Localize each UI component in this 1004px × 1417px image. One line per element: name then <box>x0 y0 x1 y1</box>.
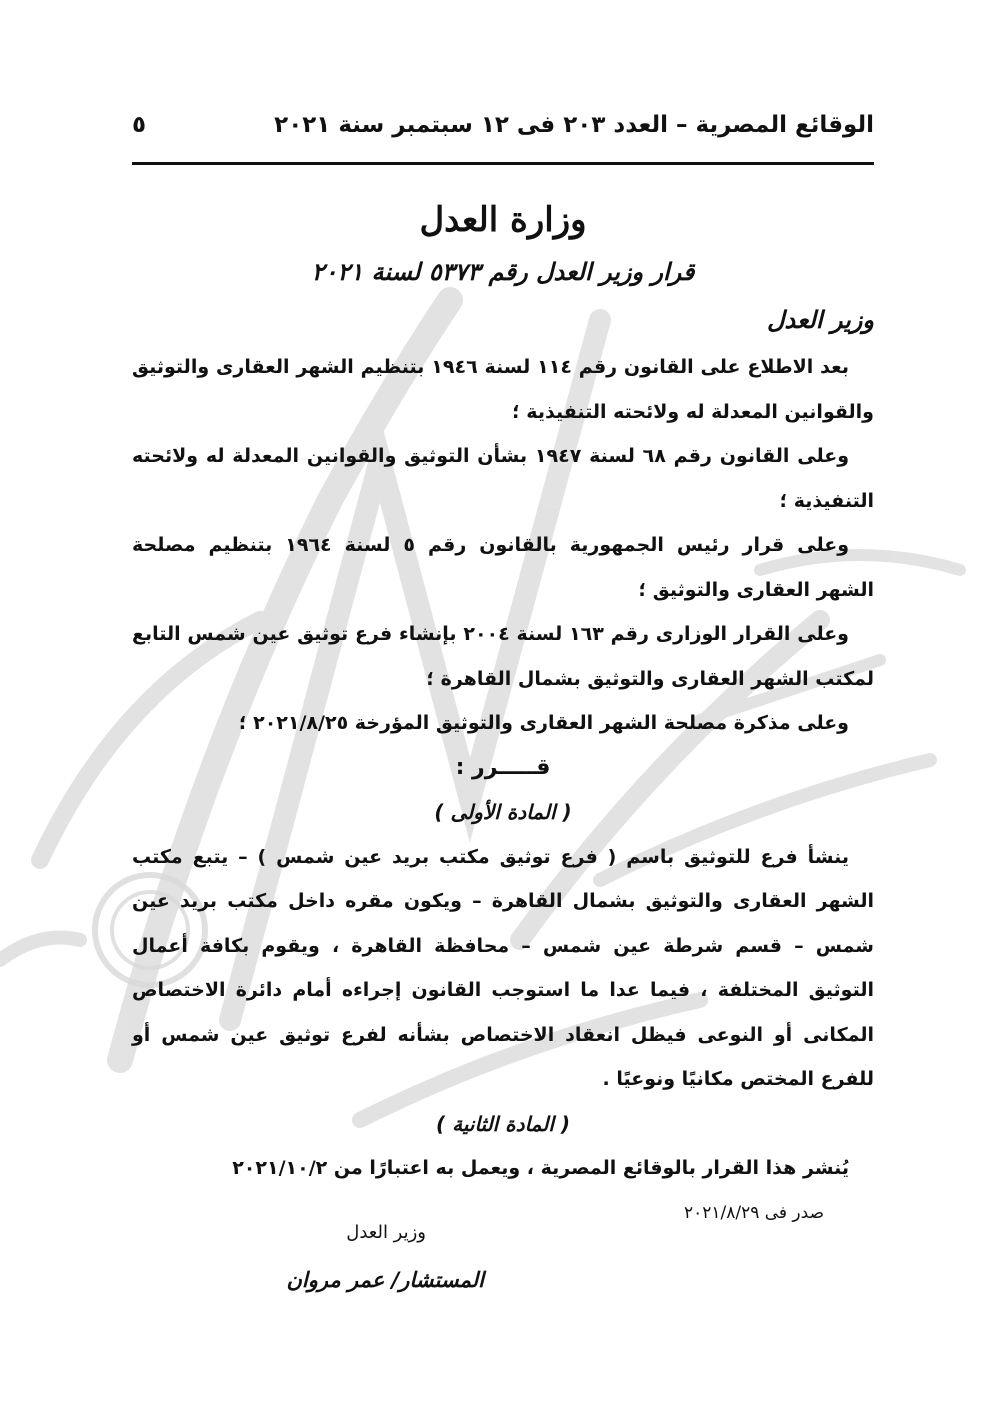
decree-body <box>132 345 874 1235</box>
preamble-paragraph: وعلى مذكرة مصلحة الشهر العقارى والتوثيق المؤرخة ٢٠٢١/٨/٢٥ ؛ <box>238 712 849 734</box>
issue-date: صدر فى ٢٠٢١/٨/٢٩ <box>683 1202 824 1223</box>
article-heading: ( المادة الثانية ) <box>436 1111 570 1136</box>
article-text: ينشأ فرع للتوثيق باسم ( فرع توثيق مكتب بريد عين شمس ) – يتبع مكتب الشهر العقارى والتوثيق بشمال القاهرة – ويكون مقره داخل مكتب بريد عين شمس – قسم شرطة عين شمس – محافظة القاهرة ، ويقوم بكافة أعمال التوثيق المختلفة ، فيما عدا ما استوجب القانون إجراءه أمام دائرة الاختصاص المكانى أو النوعى فيظل انعقاد الاختصاص بشأنه لفرع توثيق عين شمس أو للفرع المختص مكانيًا ونوعيًا . <box>132 845 874 1090</box>
gazette-issue-title: الوقائع المصرية – العدد ٢٠٣ فى ١٢ سبتمبر سنة ٢٠٢١ <box>274 112 874 138</box>
decree-issuer: وزير العدل <box>766 306 874 334</box>
preamble-paragraph: وعلى قرار رئيس الجمهورية بالقانون رقم ٥ لسنة ١٩٦٤ بتنظيم مصلحة الشهر العقارى والتوثيق ؛ <box>132 534 874 601</box>
preamble-paragraph: وعلى القانون رقم ٦٨ لسنة ١٩٤٧ بشأن التوثيق والقوانين المعدلة له ولائحته التنفيذية ؛ <box>132 445 874 512</box>
article-text: يُنشر هذا القرار بالوقائع المصرية ، ويعمل به اعتبارًا من ٢٠٢١/١٠/٢ <box>232 1157 849 1179</box>
page-header <box>132 112 874 152</box>
signature-name: المستشار/ عمر مروان <box>286 1268 484 1292</box>
preamble-paragraph: وعلى القرار الوزارى رقم ١٦٣ لسنة ٢٠٠٤ بإنشاء فرع توثيق عين شمس التابع لمكتب الشهر العقارى والتوثيق بشمال القاهرة ؛ <box>132 623 874 690</box>
header-rule <box>132 162 874 165</box>
decided-label: قـــــرر : <box>455 754 551 780</box>
decree-title: قرار وزير العدل رقم ٥٣٧٣ لسنة ٢٠٢١ <box>311 258 695 286</box>
preamble-paragraph: بعد الاطلاع على القانون رقم ١١٤ لسنة ١٩٤٦ بتنظيم الشهر العقارى والتوثيق والقوانين المعدلة له ولائحته التنفيذية ؛ <box>132 356 874 423</box>
article-heading: ( المادة الأولى ) <box>434 800 572 824</box>
ministry-title: وزارة العدل <box>419 200 587 240</box>
signature-title: وزير العدل <box>346 1222 426 1243</box>
page-number: ٥ <box>132 112 147 138</box>
